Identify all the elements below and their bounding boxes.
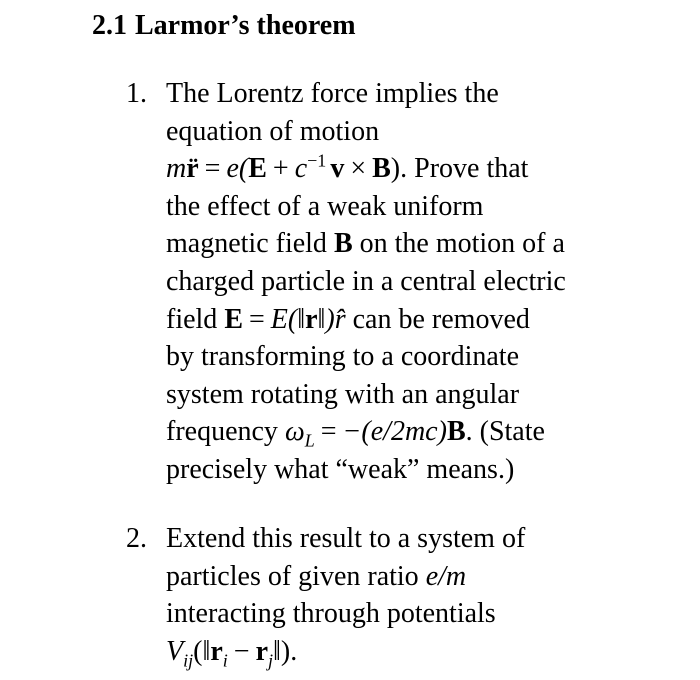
eq-E: E [248, 153, 267, 185]
eq-cross: × [350, 153, 367, 185]
section-number: 2.1 [92, 10, 127, 41]
section-title: Larmor’s theorem [135, 10, 356, 41]
list-marker-2: 2. [126, 523, 147, 554]
equation-of-motion [166, 150, 566, 188]
symbol-B: B [333, 228, 353, 260]
item1-line: precisely what “weak” means.) [166, 453, 515, 485]
list-marker-1: 1. [126, 78, 147, 109]
omega-B: B [446, 416, 466, 448]
charge-mass-ratio: e/m [425, 560, 467, 592]
item1-line [166, 301, 566, 339]
item1-line: equation of motion [166, 115, 380, 147]
potential-open: (‖ [193, 635, 211, 667]
item1-text: frequency [166, 416, 278, 448]
field-r: r [305, 303, 318, 335]
omega-subscript: L [304, 430, 315, 451]
item1-text: can be removed [352, 303, 530, 335]
r-i: r [210, 635, 223, 667]
minus: − [233, 635, 250, 667]
item1-line: the effect of a weak uniform [166, 190, 484, 222]
item2-line: Extend this result to a system of [166, 523, 526, 554]
item1-line: system rotating with an angular [166, 378, 520, 410]
omega-rhs: −(e/2mc) [342, 416, 447, 448]
eq-close: ) [390, 153, 401, 185]
r-i-subscript: i [222, 650, 228, 671]
list-item-2 [126, 520, 525, 670]
eq-rddot: r̈ [186, 153, 199, 185]
section-heading [92, 8, 356, 44]
list-item-1 [126, 75, 566, 489]
eq-exponent: −1 [307, 150, 327, 171]
field-equals: = [249, 303, 265, 335]
potential-close: ‖). [273, 635, 298, 667]
item1-text: magnetic field [166, 228, 327, 260]
eq-mass: m [166, 153, 187, 185]
field-E: E [224, 303, 243, 335]
potential-subscript: ij [183, 650, 194, 671]
item1-text: . (State [465, 416, 545, 448]
eq-equals: = [204, 153, 221, 185]
field-rhs-1: E(‖ [270, 303, 306, 335]
item2-text: particles of given ratio [166, 560, 419, 592]
item2-line: interacting through potentials [166, 598, 496, 630]
omega: ω [284, 416, 305, 448]
item1-line [166, 225, 566, 263]
item1-line: charged particle in a central electric [166, 265, 566, 297]
item1-line: by transforming to a coordinate [166, 341, 520, 373]
potential-V: V [166, 635, 184, 667]
item2-line [166, 558, 525, 596]
r-j: r [255, 635, 268, 667]
item1-line: The Lorentz force implies the [166, 78, 499, 109]
potential-expression [166, 633, 525, 671]
eq-v: v [330, 153, 345, 185]
eq-c: c [294, 153, 308, 185]
eq-plus: + [272, 153, 289, 185]
eq-B: B [372, 153, 391, 185]
field-rhs-2: ‖)r̂ [317, 303, 346, 335]
r-j-subscript: j [268, 650, 274, 671]
item1-line-text: . Prove that [400, 153, 529, 185]
item1-line [166, 413, 566, 451]
omega-equals: = [320, 416, 337, 448]
eq-e: e( [226, 153, 249, 185]
item1-text: field [166, 303, 218, 335]
item1-text: on the motion of a [359, 228, 565, 260]
